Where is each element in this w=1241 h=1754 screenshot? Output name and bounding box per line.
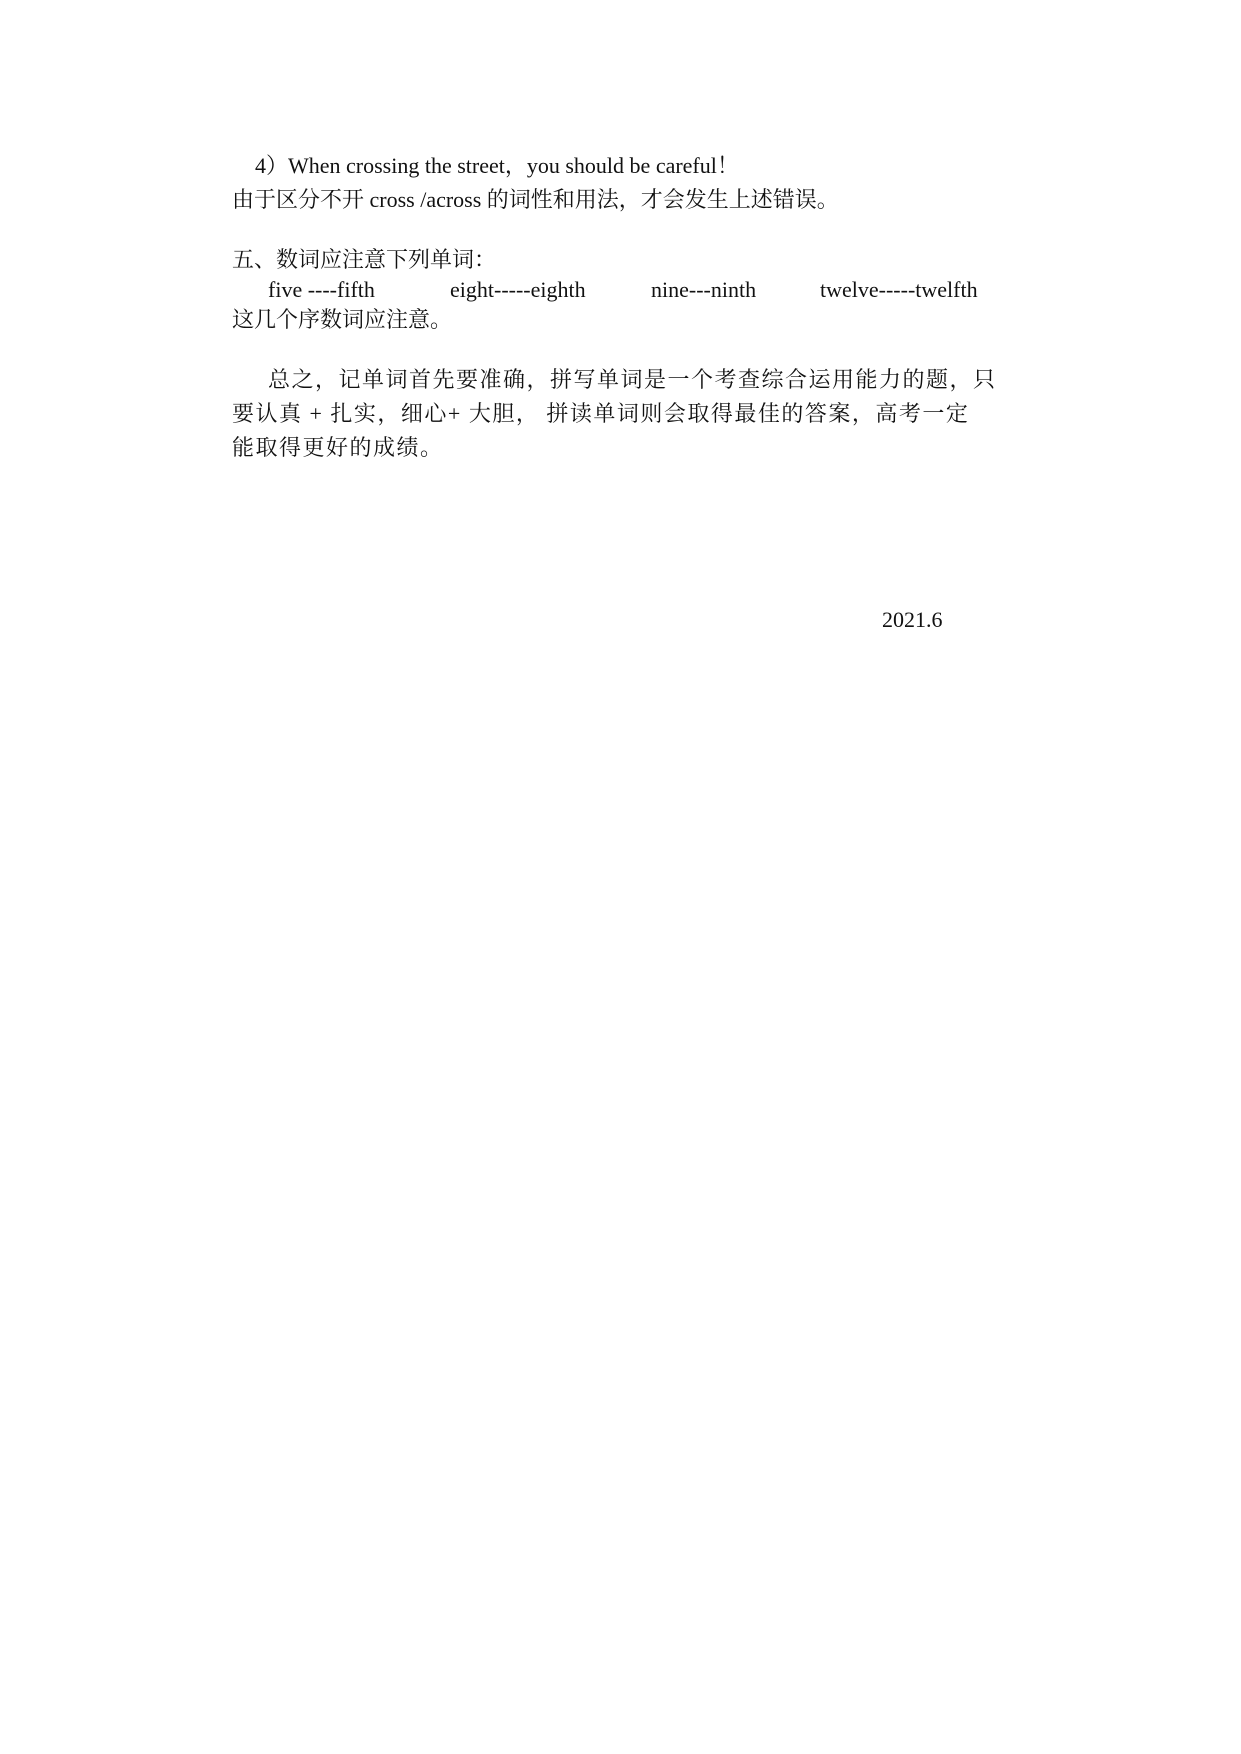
ordinal-pair-nine: nine---ninth	[651, 277, 757, 302]
summary-line: 总之，记单词首先要准确，拼写单词是一个考查综合运用能力的题，只	[268, 367, 997, 392]
example-sentence: 4）When crossing the street，you should be careful！	[255, 153, 739, 178]
ordinal-pair-eight: eight-----eighth	[450, 277, 586, 302]
ordinals-note: 这几个序数词应注意。	[232, 307, 453, 332]
document-date: 2021.6	[882, 607, 943, 632]
ordinal-pair-twelve: twelve-----twelfth	[820, 277, 978, 302]
summary-line: 能取得更好的成绩。	[232, 435, 444, 460]
explanation-text: 由于区分不开 cross /across 的词性和用法，才会发生上述错误。	[232, 187, 839, 212]
ordinal-pair-five: five ----fifth	[268, 277, 375, 302]
section-five-heading: 五、数词应注意下列单词：	[232, 247, 497, 272]
summary-line: 要认真 + 扎实，细心+ 大胆， 拼读单词则会取得最佳的答案，高考一定	[232, 401, 970, 426]
